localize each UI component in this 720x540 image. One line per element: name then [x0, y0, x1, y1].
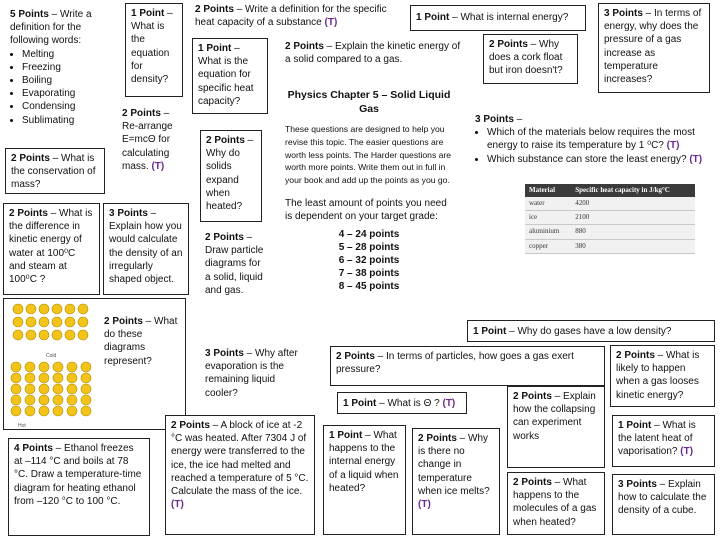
table-header-row: [525, 184, 695, 197]
particle: [52, 317, 62, 327]
points-label: 1 Point: [473, 326, 507, 337]
card-particle-diagrams: [200, 228, 270, 334]
table-cell: ice: [525, 211, 571, 225]
question-text: – Re-arrange E=mcΘ for calculating mass.: [122, 108, 173, 172]
particle: [78, 317, 88, 327]
card-irregular-density: [103, 203, 189, 295]
points-label: 2 Points: [418, 433, 457, 444]
hot-label: Hot: [18, 423, 26, 429]
particle: [26, 330, 36, 340]
intro-panel: [280, 86, 458, 334]
question-text: – Why is there no change in temperature when ice melts?: [418, 433, 490, 497]
card-define-words: [5, 5, 107, 143]
grade-item: 4 – 24 points: [338, 228, 400, 240]
question-text: Which of the materials below requires the most energy to raise its temperature by 1 ⁰C?: [487, 127, 695, 152]
particle: [39, 317, 49, 327]
tag: (T): [171, 499, 184, 511]
list-item: [487, 126, 710, 152]
list-item: • Freezing: [22, 61, 102, 74]
particle: [11, 395, 21, 405]
question-text: – Why after evaporation is the remaining liquid cooler?: [205, 348, 298, 399]
particle: [53, 406, 63, 416]
card-collapsing-can: [507, 386, 605, 468]
hot-particles: [11, 362, 91, 416]
points-label: 2 Points: [104, 316, 143, 327]
table-cell: copper: [525, 239, 571, 253]
particle: [81, 406, 91, 416]
card-shc-equation: [192, 38, 268, 114]
question-text: – What is likely to happen when a gas looses kinetic energy?: [616, 350, 700, 401]
particle: [39, 384, 49, 394]
particle: [39, 373, 49, 383]
card-ice-melts: [412, 428, 500, 535]
question-text: – Explain how you would calculate the density of an irregularly shaped object.: [109, 208, 183, 285]
card-shc-definition: [190, 0, 393, 36]
particle: [39, 362, 49, 372]
points-label: 2 Points: [205, 232, 244, 243]
list-item: • Sublimating: [22, 114, 102, 127]
particle: [81, 395, 91, 405]
points-label: 1 Point: [618, 420, 652, 431]
points-label: 2 Points: [9, 208, 48, 219]
list-item: • Boiling: [22, 74, 102, 87]
grade-item: 6 – 32 points: [338, 254, 400, 266]
particle: [65, 304, 75, 314]
intro-description: These questions are designed to help you revise this topic. The easier questions are worth less points. The Harder questions are worth more points. Write them out in full in your book and add up the points as you go.: [285, 123, 452, 186]
particle: [67, 395, 77, 405]
particle: [67, 384, 77, 394]
particle: [52, 304, 62, 314]
card-ice-mass: [165, 415, 315, 535]
cold-particles: [13, 304, 88, 340]
points-label: 1 Point: [329, 430, 363, 441]
card-evaporation: [200, 344, 312, 408]
question-block: [104, 315, 180, 368]
particle: [65, 317, 75, 327]
particle: [39, 406, 49, 416]
card-density-equation: [125, 3, 183, 97]
page-title: Physics Chapter 5 – Solid Liquid Gas: [287, 89, 451, 115]
tag: (T): [151, 160, 165, 172]
particle: [78, 304, 88, 314]
particle: [25, 362, 35, 372]
particle: [67, 373, 77, 383]
grade-item: 7 – 38 points: [338, 268, 400, 280]
particle: [65, 330, 75, 340]
particle: [11, 384, 21, 394]
card-conservation-mass: [5, 148, 105, 194]
particle: [39, 304, 49, 314]
table-cell: water: [525, 197, 571, 211]
question-text: – What is internal energy?: [449, 12, 569, 23]
list-item: • Melting: [22, 48, 102, 61]
points-label: 3 Points: [618, 479, 657, 490]
question-text: – A block of ice at -2 °C was heated. After 7304 J of energy were transferred to the ice, the ice had melted and reached a temperature of 5 °C. Calculate the mass of the ice.: [171, 420, 309, 497]
question-text: – What is the difference in kinetic energy of water at 100⁰C and steam at 100⁰C ?: [9, 208, 93, 285]
question-text: – In terms of energy, why does the pressure of a gas increase as temperature increases?: [604, 8, 702, 85]
particle: [53, 362, 63, 372]
points-label: 2 Points: [336, 351, 375, 362]
particle: [13, 304, 23, 314]
question-text: – Explain how the collapsing can experiment works: [513, 391, 596, 442]
card-latent-heat: [612, 415, 715, 467]
card-low-density: [467, 320, 715, 342]
list-item: • Evaporating: [22, 87, 102, 100]
points-label: 1 Point: [416, 12, 450, 23]
particle: [53, 384, 63, 394]
particle: [25, 406, 35, 416]
particle: [39, 330, 49, 340]
tag: (T): [689, 153, 703, 165]
table-row: [525, 239, 695, 253]
points-label: 1 Point: [343, 398, 377, 409]
question-text: –: [513, 114, 523, 125]
particle: [13, 330, 23, 340]
card-materials: [470, 110, 715, 320]
points-label: 2 Points: [285, 41, 324, 52]
question-text: – What is the equation for density?: [131, 8, 173, 85]
card-diagrams: [3, 298, 186, 430]
points-label: 5 Points: [10, 9, 49, 20]
question-text: – Write a definition for the following words:: [10, 9, 92, 47]
particle: [11, 373, 21, 383]
question-text: – Why does a cork float but iron doesn't?: [489, 39, 563, 77]
question-text: – What do these diagrams represent?: [104, 316, 178, 367]
points-label: 2 Points: [11, 153, 50, 164]
question-text: – Why do solids expand when heated?: [206, 135, 254, 212]
points-label: 2 Points: [616, 350, 655, 361]
table-cell: aluminium: [525, 225, 571, 239]
particle: [53, 373, 63, 383]
table-cell: 380: [571, 239, 695, 253]
tag: (T): [666, 140, 680, 152]
question-text: – Why do gases have a low density?: [506, 326, 672, 337]
grade-item: 8 – 45 points: [338, 281, 400, 293]
points-label: 2 Points: [122, 108, 161, 119]
table-cell: 2100: [571, 211, 695, 225]
particle: [67, 406, 77, 416]
particle: [81, 373, 91, 383]
points-label: 2 Points: [513, 477, 552, 488]
points-label: 1 Point: [198, 43, 232, 54]
table-cell: 880: [571, 225, 695, 239]
card-rearrange: [117, 104, 185, 194]
question-text: – Explain the kinetic energy of a solid compared to a gas.: [285, 41, 461, 66]
card-theta: [337, 392, 467, 414]
question-text: – What is the latent heat of vaporisation?: [618, 420, 696, 458]
card-solids-expand: [200, 130, 262, 222]
question-text: – Ethanol freezes at –114 °C and boils at 78 °C. Draw a temperature-time diagram for heating ethanol from –120 °C to 100 °C.: [14, 443, 142, 507]
question-text: – What happens to the molecules of a gas when heated?: [513, 477, 597, 528]
card-internal-energy: [410, 5, 586, 31]
card-internal-liquid: [323, 425, 406, 535]
question-text: Which substance can store the least energy?: [487, 153, 690, 165]
question-text: – Write a definition for the specific heat capacity of a substance: [195, 4, 387, 29]
points-label: 2 Points: [206, 135, 245, 146]
cold-label: Cold: [46, 353, 57, 359]
shc-table: [525, 184, 695, 254]
word-list: [10, 48, 102, 127]
points-label: 3 Points: [604, 8, 643, 19]
tag: (T): [324, 17, 338, 29]
card-gas-exert: [330, 346, 605, 386]
particle: [52, 330, 62, 340]
table-row: [525, 197, 695, 211]
target-text: The least amount of points you need is dependent on your target grade:: [285, 198, 447, 223]
particle: [13, 317, 23, 327]
points-label: 4 Points: [14, 443, 53, 454]
question-text: – What is the conservation of mass?: [11, 153, 96, 191]
points-label: 3 Points: [475, 114, 514, 125]
tag: (T): [442, 398, 456, 409]
question-list: [475, 126, 710, 166]
particle: [25, 384, 35, 394]
card-cube-density: [612, 474, 715, 535]
particle: [25, 395, 35, 405]
particle: [53, 395, 63, 405]
particle: [26, 317, 36, 327]
table-row: [525, 225, 695, 239]
particle-diagram: [6, 301, 101, 429]
card-cork-float: [483, 34, 578, 84]
points-label: 1 Point: [131, 8, 165, 19]
points-label: 3 Points: [109, 208, 148, 219]
table-header: Specific heat capacity in J/kg°C: [571, 184, 695, 197]
points-label: 2 Points: [513, 391, 552, 402]
tag: (T): [680, 446, 694, 458]
table-row: [525, 211, 695, 225]
question-text: – In terms of particles, how goes a gas exert pressure?: [336, 351, 574, 376]
question-text: – What is the equation for specific heat capacity?: [198, 43, 254, 107]
question-text: – What is Θ ?: [376, 398, 443, 409]
particle: [81, 384, 91, 394]
particle: [11, 406, 21, 416]
particle: [78, 330, 88, 340]
grade-item: 5 – 28 points: [338, 241, 400, 253]
particle: [67, 362, 77, 372]
question-text: – Draw particle diagrams for a solid, liquid and gas.: [205, 232, 264, 296]
table-cell: 4200: [571, 197, 695, 211]
card-kinetic-solid-gas: [280, 37, 466, 77]
card-lose-kinetic: [610, 345, 715, 407]
points-label: 3 Points: [205, 348, 244, 359]
particle: [26, 304, 36, 314]
particle: [11, 362, 21, 372]
question-text: – Explain how to calculate the density of a cube.: [618, 479, 707, 517]
particle: [81, 362, 91, 372]
list-item: [487, 153, 710, 166]
card-gas-molecules: [507, 472, 605, 535]
table-header: Material: [525, 184, 571, 197]
points-label: 2 Points: [489, 39, 528, 50]
points-label: 2 Points: [171, 420, 210, 431]
card-ethanol: [8, 438, 150, 536]
particle: [39, 395, 49, 405]
card-water-steam: [3, 203, 100, 295]
list-item: • Condensing: [22, 100, 102, 113]
card-pressure-temperature: [598, 3, 710, 93]
tag: (T): [418, 498, 431, 510]
question-text: – What happens to the internal energy of a liquid when heated?: [329, 430, 399, 494]
points-label: 2 Points: [195, 4, 234, 15]
particle: [25, 373, 35, 383]
